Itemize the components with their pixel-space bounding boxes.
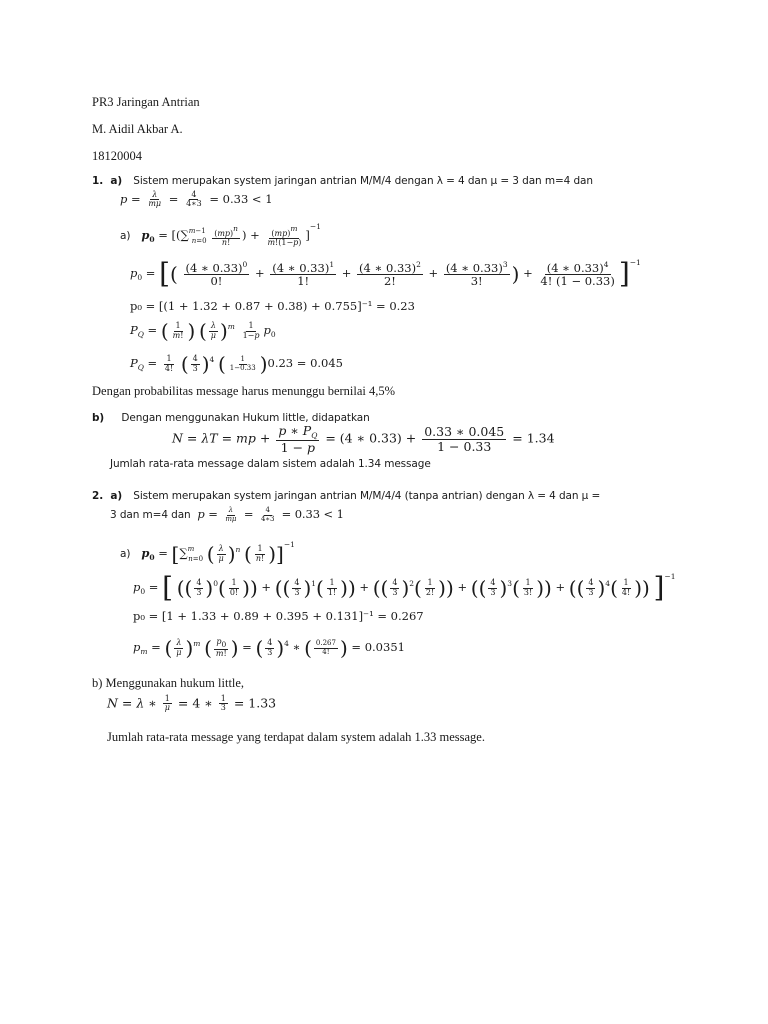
q2-b-conclusion: Jumlah rata-rata message yang terdapat dalam system adalah 1.33 message. [107,730,485,744]
q2-statement-line2-text: 3 dan m=4 dan [110,509,191,521]
q1-b-result: = 1.34 [512,430,555,446]
q2-p0-formula: a) $p_0 = [\sum^m_{n=0}$ ( $\frac{\lambda}{\mu}$ )$^n$ ( $\frac{1}{n!}$ )]$^{-1}$ [120,540,295,566]
q1-statement [92,175,593,187]
q1-p0-expanded: $p_0$ = [( $\frac{(4 ∗ 0.33)^0}{0!}$ + $\frac{(4 ∗ 0.33)^1}{1!}$ + $\frac{(4 ∗ 0.33)^2}{2!}$ + $\frac{(4 ∗ 0.33)^3}{3!}$ ) + $\frac{(4 ∗ 0.33)^4}{4! (1 - 0.33)}$ ]$^{-1}$ [130,256,641,290]
q1-rho-equation: p = $\frac{\lambda}{m\mu}$ = $\frac{4}{4∗3}$ = 0.33 < 1 [120,190,273,209]
q2-number: 2. [92,490,104,502]
q1-p0-formula: a) $p_0 = [(\sum^{m-1}_{n=0}$ $\frac{(mp)^n}{n!}$ ) + $\frac{(mp)^m}{m!(1-p)}$ ]$^{-1}$ [120,222,321,247]
q2-statement [92,490,600,502]
q2-p0-value: p₀ = [1 + 1.33 + 0.89 + 0.395 + 0.131]⁻¹ = 0.267 [133,609,424,623]
student-id: 18120004 [92,149,142,163]
q1-a-label: a) [120,230,131,242]
q1-b-conclusion: Jumlah rata-rata message dalam sistem adalah 1.34 message [110,458,431,470]
q2-part-a-label: a) [110,490,123,502]
q1-rho-result: = 0.33 < 1 [209,191,273,206]
q1-part-b-label: b) [92,412,105,424]
q1-number: 1. [92,175,104,187]
author-name: M. Aidil Akbar A. [92,122,183,136]
q2-statement-line2: 3 dan m=4 dan p = $\frac{\lambda}{m\mu}$ = $\frac{4}{4∗3}$ = 0.33 < 1 [110,506,344,523]
q2-b-result: = 1.33 [233,695,277,711]
q2-b-heading: b) Menggunakan hukum little, [92,676,245,690]
q2-rho-result: = 0.33 < 1 [281,507,344,521]
q2-statement-line1: Sistem merupakan system jaringan antrian M/M/4/4 (tanpa antrian) dengan λ = 4 dan μ = [133,490,601,502]
q1-little-equation: N = λT = mp + $\frac{p ∗ P_Q}{1 - p}$ = (4 ∗ 0.33) + $\frac{0.33 ∗ 0.045}{1 - 0.33}$ = 1.34 [172,423,555,455]
document-title: PR3 Jaringan Antrian [92,95,200,109]
q1-pq-value: $P_Q$ = $\frac{1}{4!}$ ( $\frac{4}{3}$ )$^4$ ( $\frac{1}{1-0.33}$ )0.23 = 0.045 [130,352,343,376]
q1-b-intro-text: Dengan menggunakan Hukum little, didapatkan [121,412,370,424]
q2-little-equation: N = λ ∗ $\frac{1}{\mu}$ = 4 ∗ $\frac{1}{3}$ = 1.33 [107,694,277,713]
q1-p0-value: p₀ = [(1 + 1.32 + 0.87 + 0.38) + 0.755]⁻¹ = 0.23 [130,299,415,313]
q1-pq-result: 0.23 = 0.045 [267,356,343,370]
q1-conclusion: Dengan probabilitas message harus menunggu bernilai 4,5% [92,384,396,398]
q2-pm-result: = 0.0351 [351,640,405,655]
q1-part-a-label: a) [110,175,123,187]
q1-statement-text: Sistem merupakan system jaringan antrian M/M/4 dengan λ = 4 dan μ = 3 dan m=4 dan [133,175,593,187]
q1-part-b-intro [92,412,370,424]
q1-pq-formula: $P_Q$ = ( $\frac{1}{m!}$ ) ( $\frac{\lambda}{\mu}$ )$^m$ $\frac{1}{1-p}$ $p_0$ [130,319,276,343]
q2-p0-expanded: $p_0$ = [ (( $\frac{4}{3}$ )$^0$( $\frac{1}{0!}$ )) + (( $\frac{4}{3}$ )$^1$( $\frac{1}{1!}$ )) + (( $\frac{4}{3}$ )$^2$( $\frac{1}{2!}$ )) + (( $\frac{4}{3}$ )$^3$( $\frac{1}{3!}$ )) + (( $\frac{4}{3}$ )$^4$( $\frac{1}{4!}$ )) ]$^{-1}$ [133,570,676,604]
q2-pm-equation: $p_m$ = ( $\frac{\lambda}{\mu}$ )$^m$ ( $\frac{p_0}{m!}$ ) = ( $\frac{4}{3}$ )$^4$ ∗ ( $\frac{0.267}{4!}$ ) = 0.0351 [133,636,405,661]
